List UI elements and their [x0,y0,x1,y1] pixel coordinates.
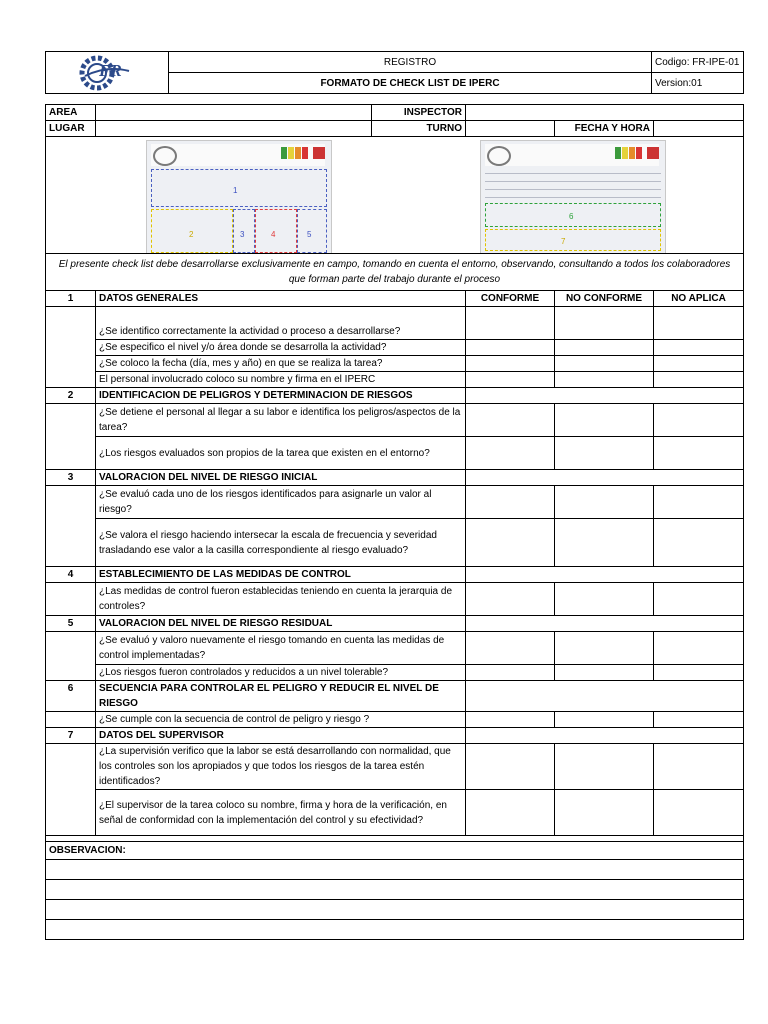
question: ¿Se especifico el nivel y/o área donde se desarrolla la actividad? [96,340,466,356]
no-aplica-check[interactable] [654,583,744,616]
conforme-check[interactable] [466,356,555,372]
section-title: ESTABLECIMIENTO DE LAS MEDIDAS DE CONTROL [96,567,466,583]
observacion-line[interactable] [46,860,744,880]
section-number: 5 [46,616,96,632]
conforme-check[interactable] [466,665,555,681]
document-version: Version:01 [652,73,744,94]
no-conforme-check[interactable] [555,665,654,681]
no-conforme-check[interactable] [555,744,654,790]
section-title: IDENTIFICACION DE PELIGROS Y DETERMINACION DE RIESGOS [96,388,466,404]
no-aplica-check[interactable] [654,372,744,388]
question: El personal involucrado coloco su nombre y firma en el IPERC [96,372,466,388]
question: ¿Se valora el riesgo haciendo intersecar la escala de frecuencia y severidad trasladando ese valor a la casilla correspondiente al riesgo evaluado? [96,519,466,567]
conforme-check[interactable] [466,340,555,356]
turno-label: TURNO [372,121,466,137]
document-code: Codigo: FR-IPE-01 [652,52,744,73]
intro-text: El presente check list debe desarrollarse exclusivamente en campo, tomando en cuenta el entorno, observando, consultando a todos los colaboradores que forman parte del trabajo durante el proceso [46,254,744,291]
question: ¿El supervisor de la tarea coloco su nombre, firma y hora de la verificación, en señal de conformidad con la implementación del control y su efectividad? [96,790,466,836]
no-aplica-check[interactable] [654,340,744,356]
section-title: SECUENCIA PARA CONTROLAR EL PELIGRO Y REDUCIR EL NIVEL DE RIESGO [96,681,466,712]
no-conforme-check[interactable] [555,790,654,836]
conforme-check[interactable] [466,486,555,519]
turno-input[interactable] [466,121,555,137]
no-aplica-check[interactable] [654,790,744,836]
observacion-line[interactable] [46,880,744,900]
no-aplica-check[interactable] [654,632,744,665]
question: ¿Se evaluó cada uno de los riesgos identificados para asignarle un valor al riesgo? [96,486,466,519]
column-no-conforme: NO CONFORME [555,291,654,307]
no-conforme-check[interactable] [555,712,654,728]
area-input[interactable] [96,105,372,121]
company-logo: FR [77,53,137,93]
section-number: 4 [46,567,96,583]
example-photo-left: 1 2 3 4 5 [146,140,332,254]
registro-label: REGISTRO [169,52,652,73]
no-conforme-check[interactable] [555,372,654,388]
no-conforme-check[interactable] [555,307,654,340]
conforme-check[interactable] [466,519,555,567]
conforme-check[interactable] [466,583,555,616]
observacion-line[interactable] [46,920,744,940]
question: ¿Los riesgos evaluados son propios de la tarea que existen en el entorno? [96,437,466,470]
section-title: VALORACION DEL NIVEL DE RIESGO INICIAL [96,470,466,486]
form-header [45,51,744,94]
question: ¿Se cumple con la secuencia de control de peligro y riesgo ? [96,712,466,728]
observacion-label: OBSERVACION: [46,842,744,860]
section-number: 3 [46,470,96,486]
question: ¿Se evaluó y valoro nuevamente el riesgo tomando en cuenta las medidas de control implementadas? [96,632,466,665]
no-conforme-check[interactable] [555,519,654,567]
no-aplica-check[interactable] [654,307,744,340]
conforme-check[interactable] [466,404,555,437]
question: ¿Los riesgos fueron controlados y reducidos a un nivel tolerable? [96,665,466,681]
conforme-check[interactable] [466,790,555,836]
no-conforme-check[interactable] [555,437,654,470]
no-conforme-check[interactable] [555,356,654,372]
no-aplica-check[interactable] [654,486,744,519]
question: ¿Se coloco la fecha (día, mes y año) en que se realiza la tarea? [96,356,466,372]
question: ¿Las medidas de control fueron establecidas teniendo en cuenta la jerarquia de controles? [96,583,466,616]
section-title: DATOS DEL SUPERVISOR [96,728,466,744]
conforme-check[interactable] [466,744,555,790]
no-conforme-check[interactable] [555,632,654,665]
question: ¿Se identifico correctamente la actividad o proceso a desarrollarse? [96,307,466,340]
no-aplica-check[interactable] [654,712,744,728]
section-number: 7 [46,728,96,744]
logo-cell [46,52,169,94]
section-title: VALORACION DEL NIVEL DE RIESGO RESIDUAL [96,616,466,632]
no-conforme-check[interactable] [555,486,654,519]
conforme-check[interactable] [466,307,555,340]
conforme-check[interactable] [466,632,555,665]
section-title: DATOS GENERALES [96,291,466,307]
no-aplica-check[interactable] [654,404,744,437]
conforme-check[interactable] [466,437,555,470]
fecha-hora-label: FECHA Y HORA [555,121,654,137]
checklist-table [45,104,744,940]
inspector-label: INSPECTOR [372,105,466,121]
column-no-aplica: NO APLICA [654,291,744,307]
no-aplica-check[interactable] [654,356,744,372]
question: ¿La supervisión verifico que la labor se está desarrollando con normalidad, que los controles son los apropiados y que todos los riesgos de la tarea estén identificados? [96,744,466,790]
no-conforme-check[interactable] [555,404,654,437]
example-photos [46,137,744,254]
example-photo-right: 6 7 [480,140,666,254]
lugar-label: LUGAR [46,121,96,137]
lugar-input[interactable] [96,121,372,137]
no-aplica-check[interactable] [654,665,744,681]
no-conforme-check[interactable] [555,340,654,356]
section-number: 1 [46,291,96,307]
fecha-hora-input[interactable] [654,121,744,137]
no-conforme-check[interactable] [555,583,654,616]
inspector-input[interactable] [466,105,744,121]
conforme-check[interactable] [466,712,555,728]
form-title: FORMATO DE CHECK LIST DE IPERC [169,73,652,94]
section-number: 2 [46,388,96,404]
no-aplica-check[interactable] [654,744,744,790]
observacion-line[interactable] [46,900,744,920]
no-aplica-check[interactable] [654,519,744,567]
column-conforme: CONFORME [466,291,555,307]
question: ¿Se detiene el personal al llegar a su labor e identifica los peligros/aspectos de la tarea? [96,404,466,437]
no-aplica-check[interactable] [654,437,744,470]
conforme-check[interactable] [466,372,555,388]
area-label: AREA [46,105,96,121]
section-number: 6 [46,681,96,712]
